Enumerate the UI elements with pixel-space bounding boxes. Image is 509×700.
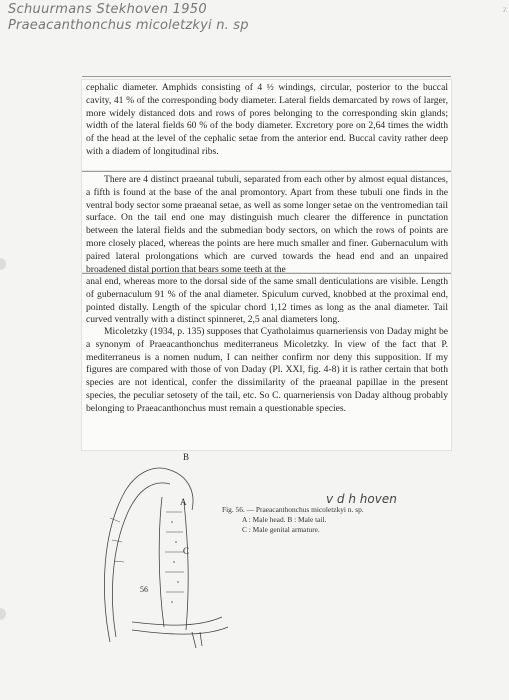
paragraph-description: cephalic diameter. Amphids consisting of 4 ½ windings, circular, posterior to the buccal cavity, 41 % of the corresponding body diameter. Lateral fields demarcated by rows of larger, more widely distanced dots and rows of pores belonging to the corresponding skin glands; width of the lateral fields 60 % of the body diameter. Excretory pore on 2,64 times the width of the head at the level of the cephalic setae from the anterior end. Buccal cavity rather deep with a diadem of longitudinal ribs. (86, 82, 448, 157)
figure-label-a: A (180, 497, 187, 507)
cut-line (82, 171, 451, 172)
figure-label-b: B (183, 452, 190, 462)
figure-number: 56 (140, 585, 148, 594)
caption-c: C : Male genital armature. (242, 525, 320, 534)
handwritten-signature: v d h hoven (326, 492, 397, 506)
paragraph-tubuli: There are 4 distinct praeanal tubuli, separated from each other by almost equal distances, a fifth is found at the base of the anal promontory. Apart from these tubuli one finds in the ventral body sector some praeanal setae, as well as some longer setae on the ventromedian tail surface. On the tail end one may distinguish much clearer the difference in punctation between the lateral fields and the submedian body sectors, on which the rows of points are more closely placed, whereas the points are here much smaller and finer. Gubernaculum with paired lateral prolongations which are curved towards the head end and an unpaired broadened distal portion that bears some teeth at the (86, 174, 448, 275)
caption-a: A : Male head. B : Male tail. (242, 515, 327, 524)
paragraph-gubernaculum: anal end, whereas more to the dorsal side of the same small denticulations are visible. Length of gubernaculum 91 % of the anal diameter. Spiculum curved, knobbed at the proximal end, pointed distally. Length of the spicular chord 1,12 times as long as the anal diameter. Tail curved ventrally with a distinct spinneret, 2,5 anal diameters long. (86, 276, 448, 326)
paragraph-synonymy: Micoletzky (1934, p. 135) supposes that Cyatholaimus quarneriensis von Daday might be a synonym of Praeacanthonchus mediterraneus Micoletzky. In view of the fact that P. mediterraneus is a nomen nudum, I can neither confirm nor deny this supposition. If my figures are compared with those of von Daday (Pl. XXI, fig. 4-8) it is rather certain that both species are not identical, confer the dissimilarity of the praeanal papillae in the present species, the peculiar setosety of the tail, etc. So C. quarneriensis von Daday althoug probably belonging to Praeacanthonchus must remain a questionable species. (86, 326, 448, 414)
figure-caption (222, 505, 364, 535)
punch-hole-top (0, 258, 6, 270)
figure-56-drawing (92, 452, 232, 657)
punch-hole-bottom (0, 608, 6, 620)
handwritten-species-note: Praeacanthonchus micoletzkyi n. sp (8, 18, 249, 33)
cut-line (82, 76, 451, 77)
figure-label-c: C (183, 546, 190, 556)
handwritten-author-note: Schuurmans Stekhoven 1950 (8, 2, 207, 17)
page-corner-mark: z (503, 4, 507, 14)
caption-title: Fig. 56. — Praeacanthonchus micoletzkyi n. sp. (222, 505, 364, 514)
